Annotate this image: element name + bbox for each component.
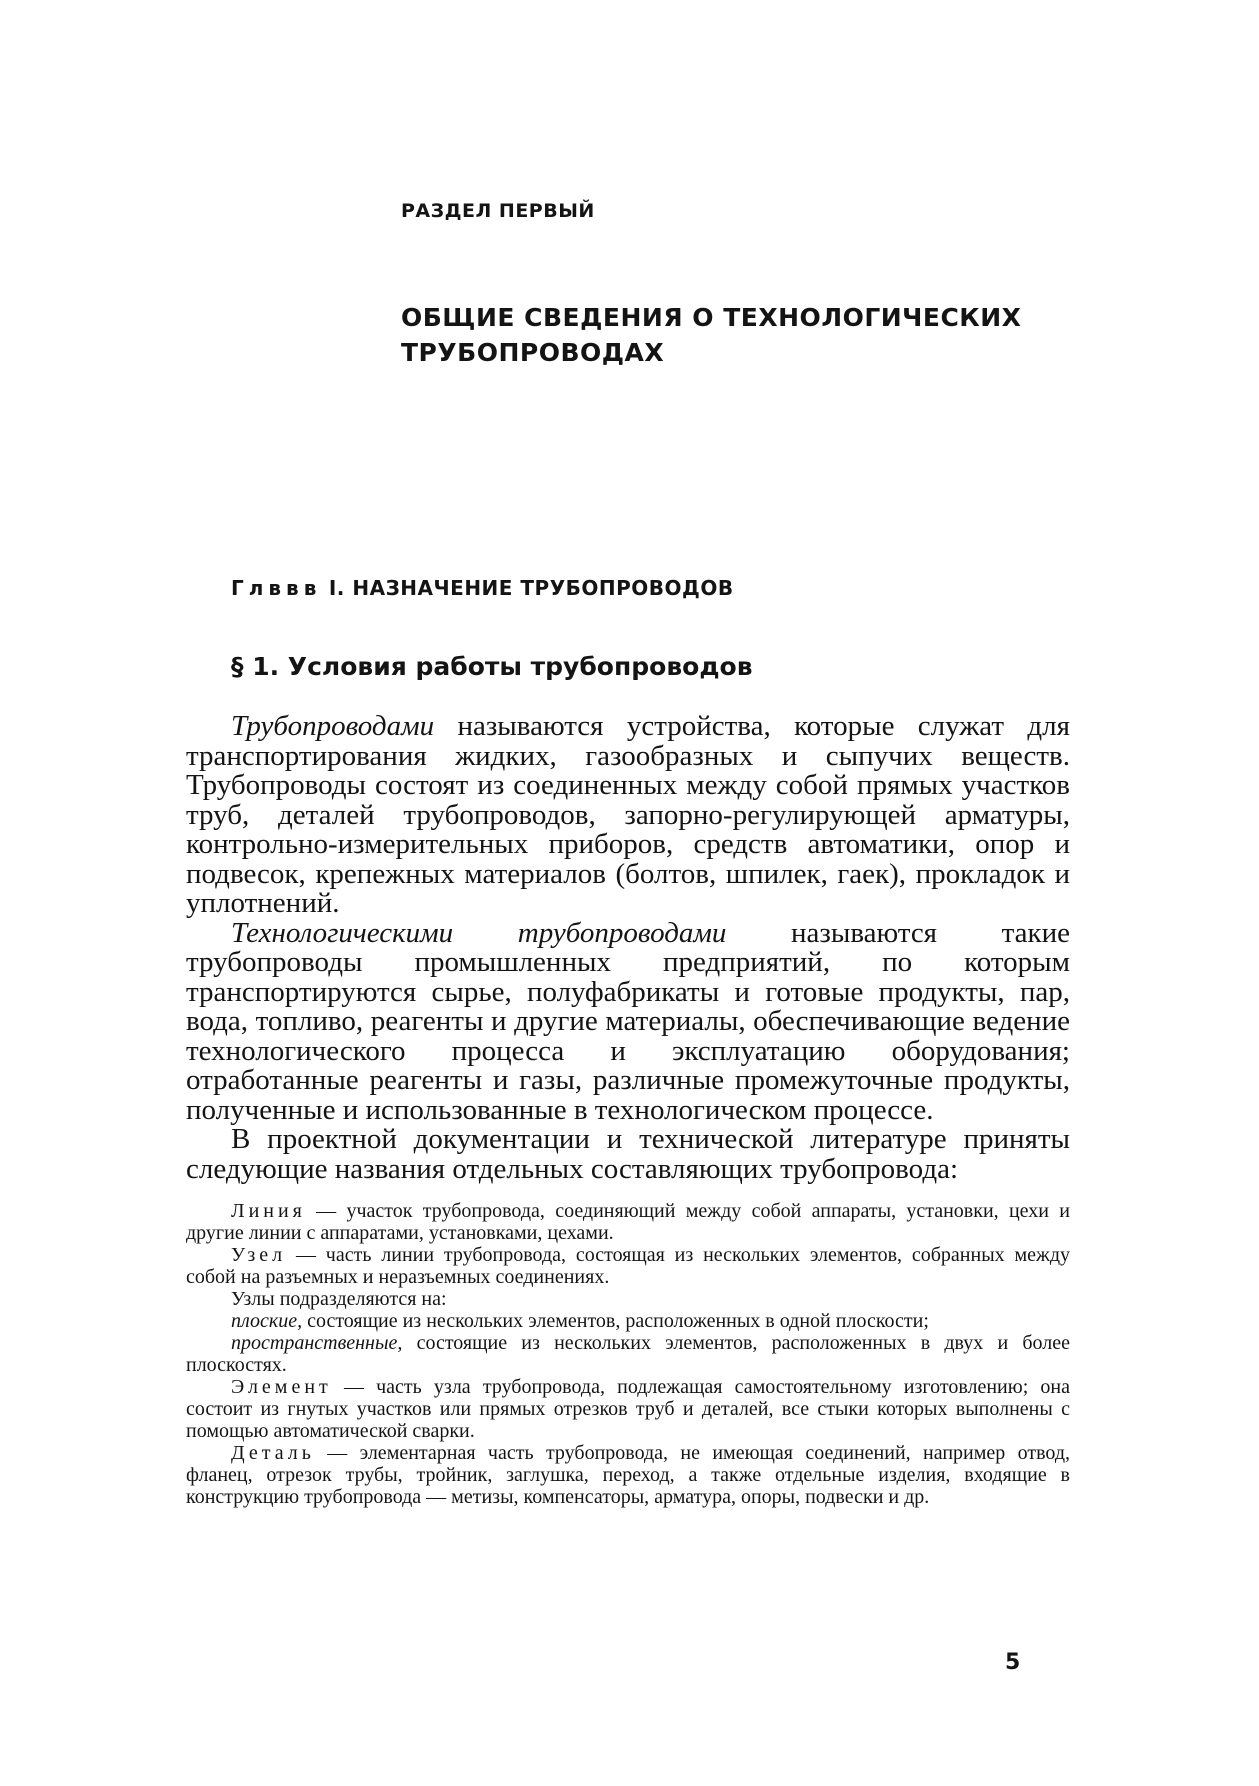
part-title-line-1: ОБЩИЕ СВЕДЕНИЯ О ТЕХНОЛОГИЧЕСКИХ <box>401 303 1022 332</box>
term-pipelines: Трубопроводами <box>231 710 435 742</box>
main-paragraphs <box>186 712 1070 1184</box>
term-element: Элемент <box>231 1376 332 1398</box>
definition-detail: Деталь — элементарная часть трубопровода, не имеющая соединений, например отвод, фланец, отрезок трубы, тройник, заглушка, переход, а также отдельные изделия, входящие в конструкцию трубопровода — метизы, компенсаторы, арматура, опоры, подвески и др. <box>186 1442 1070 1508</box>
paragraph-pipelines: Трубопроводами называются устройства, которые служат для транспортирования жидких, газообразных и сыпучих веществ. Трубопроводы состоят из соединенных между собой прямых участков труб, деталей трубопроводов, запорно-регулирующей арматуры, контрольно-измерительных приборов, средств автоматики, опор и подвесок, крепежных материалов (болтов, шпилек, гаек), прокладок и уплотнений. <box>186 710 1070 919</box>
term-node: Узел <box>231 1244 287 1266</box>
part-title <box>401 300 1081 370</box>
term-spatial: пространственные, <box>231 1332 403 1354</box>
definition-flat: плоские, состоящие из нескольких элементов, расположенных в одной плоскости; <box>231 1310 929 1332</box>
section-title: § 1. Условия работы трубопроводов <box>231 652 753 681</box>
definition-spatial: пространственные, состоящие из нескольких элементов, расположенных в двух и более плоскостях. <box>186 1332 1070 1376</box>
definitions <box>186 1200 1070 1508</box>
node-types-intro: Узлы подразделяются на: <box>231 1288 447 1310</box>
term-detail: Деталь <box>231 1442 315 1464</box>
chapter-title <box>231 576 734 600</box>
page-number: 5 <box>1005 1650 1021 1675</box>
part-title-line-2: ТРУБОПРОВОДАХ <box>401 338 665 367</box>
term-process-pipelines: Технологическими трубопроводами <box>231 916 727 949</box>
definition-element: Элемент — часть узла трубопровода, подлежащая самостоятельному изготовлению; она состоит из гнутых участков или прямых отрезков труб и деталей, все стыки которых выполнены с помощью автоматической сварки. <box>186 1376 1070 1442</box>
chapter-number-title: I. НАЗНАЧЕНИЕ ТРУБОПРОВОДОВ <box>328 576 734 600</box>
term-flat: плоские, <box>231 1310 303 1332</box>
body-text <box>186 712 1070 1508</box>
term-line: Линия <box>231 1200 306 1222</box>
definition-node: Узел — часть линии трубопровода, состоящая из нескольких элементов, собранных между собой на разъемных и неразъемных соединениях. <box>186 1244 1070 1288</box>
definition-line: Линия — участок трубопровода, соединяющий между собой аппараты, установки, цехи и другие линии с аппаратами, установками, цехами. <box>186 1200 1070 1244</box>
paragraph-process-pipelines: Технологическими трубопроводами называются такие трубопроводы промышленных предприятий, по которым транспортируются сырье, полуфабрикаты и готовые продукты, пар, вода, топливо, реагенты и другие материалы, обеспечивающие ведение технологического процесса и эксплуатацию оборудования; отработанные реагенты и газы, различные промежуточные продукты, полученные и использованные в технологическом процессе. <box>186 916 1070 1126</box>
part-label: РАЗДЕЛ ПЕРВЫЙ <box>401 200 595 222</box>
paragraph-terminology: В проектной документации и технической литературе приняты следующие названия отдельных составляющих трубопровода: <box>186 1123 1070 1185</box>
chapter-prefix: Глввв <box>231 576 322 600</box>
